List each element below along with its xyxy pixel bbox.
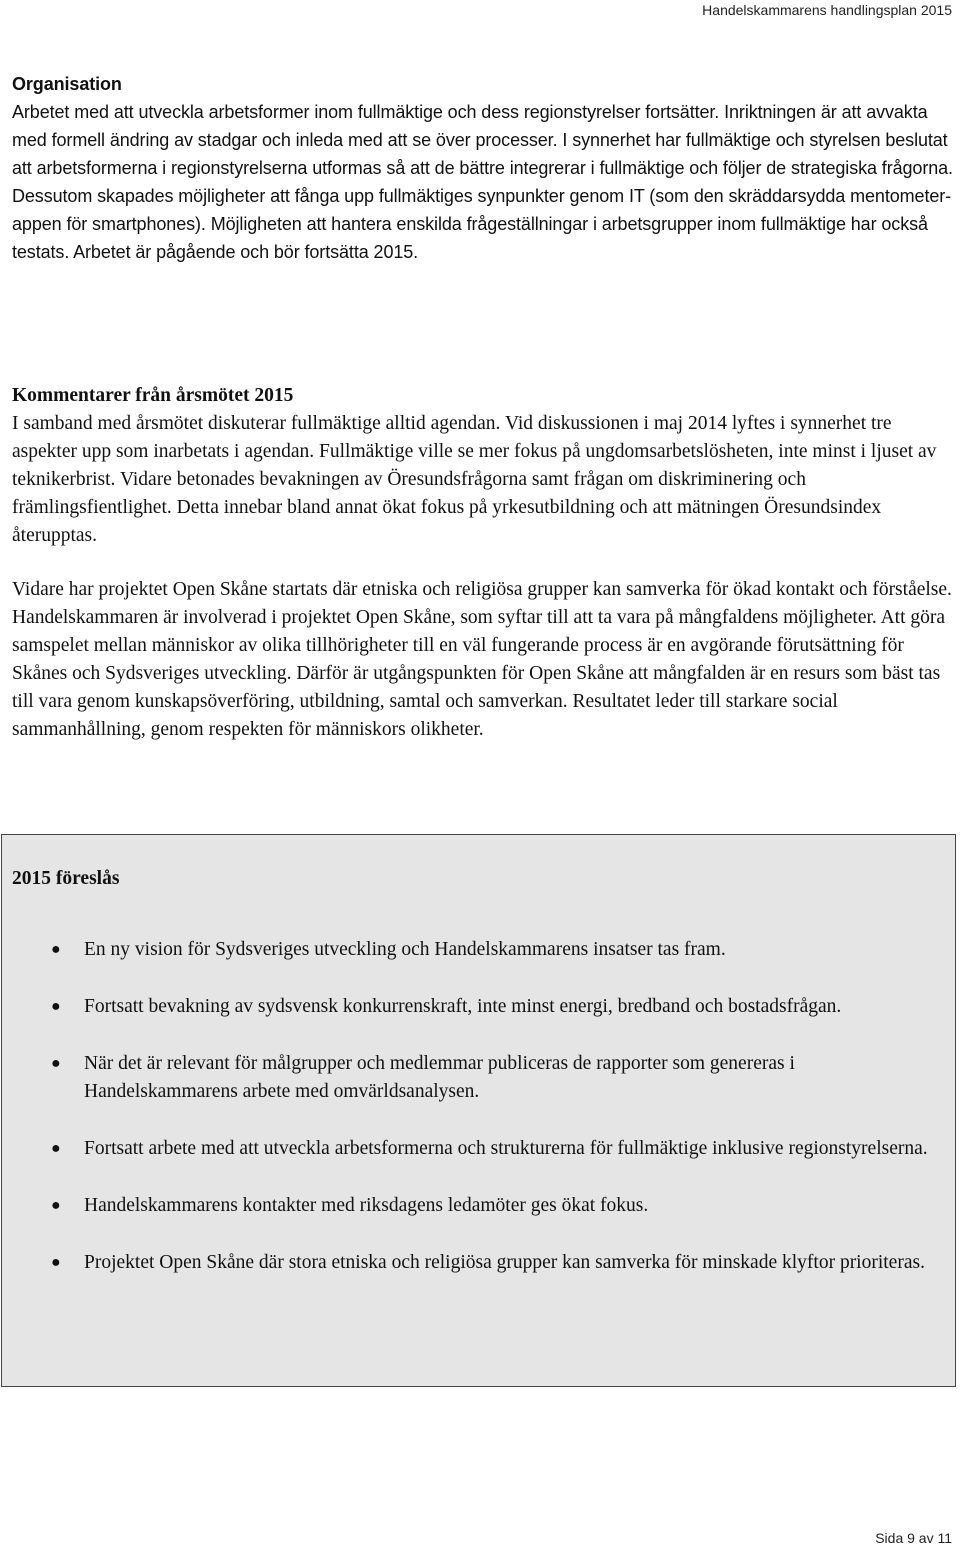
list-item [2,1192,942,1220]
list-item [2,936,942,964]
section-kommentarer [12,382,956,550]
proposal-title: 2015 föreslås [12,868,120,889]
bullet-icon: ● [51,998,61,1015]
proposal-box [1,834,956,1387]
bullet-icon: ● [51,1140,61,1157]
list-item-text: Projektet Open Skåne där stora etniska och religiösa grupper kan samverka för minskade klyftor prioriteras. [84,1252,925,1273]
paragraph: Arbetet med att utveckla arbetsformer inom fullmäktige och dess regionstyrelser fortsätter. Inriktningen är att avvakta med formell ändring av stadgar och inleda med att se över processer. I synnerhet har fullmäktige och styrelsen beslutat att arbetsformerna i regionstyrelserna utformas så att de bättre integrerar i fullmäktige och följer de strategiska frågorna. Dessutom skapades möjligheter att fånga upp fullmäktiges synpunkter genom IT (som den skräddarsydda mentometer-appen för smartphones). Möjligheten att hantera enskilda frågeställningar i arbetsgrupper inom fullmäktige har också testats. Arbetet är pågående och bör fortsätta 2015. [12,102,953,262]
bullet-icon: ● [51,1055,61,1072]
proposal-list [2,936,942,1306]
bullet-icon: ● [51,1254,61,1271]
page-number: Sida 9 av 11 [875,1530,952,1546]
list-item-text: En ny vision för Sydsveriges utveckling och Handelskammarens insatser tas fram. [84,939,726,960]
paragraph: Vidare har projektet Open Skåne startats där etniska och religiösa grupper kan samverka för ökad kontakt och förståelse. Handelskammaren är involverad i projektet Open Skåne, som syftar till att ta vara på mångfaldens möjligheter. Att göra samspelet mellan människor av olika tillhörigheter till en väl fungerande process är en avgörande förutsättning för Skånes och Sydsveriges utveckling. Därför är utgångspunkten för Open Skåne att mångfalden är en resurs som bäst tas till vara genom kunskapsöverföring, utbildning, samtal och samverkan. Resultatet leder till starkare social sammanhållning, genom respekten för människors olikheter. [12,579,952,740]
list-item [2,1249,942,1277]
section-heading: Organisation [12,74,122,94]
section-organisation [12,70,956,266]
list-item [2,1135,942,1163]
paragraph: I samband med årsmötet diskuterar fullmäktige alltid agendan. Vid diskussionen i maj 2014 lyftes i synnerhet tre aspekter upp som inarbetats i agendan. Fullmäktige ville se mer fokus på ungdomsarbetslösheten, inte minst i ljuset av teknikerbrist. Vidare betonades bevakningen av Öresundsfrågorna samt frågan om diskriminering och främlingsfientlighet. Detta innebar bland annat ökat fokus på yrkesutbildning och att mätningen Öresundsindex återupptas. [12,413,937,546]
list-item [2,993,942,1021]
list-item-text: När det är relevant för målgrupper och medlemmar publiceras de rapporter som genereras i Handelskammarens arbete med omvärldsanalysen. [84,1053,795,1102]
section-heading: Kommentarer från årsmötet 2015 [12,385,294,406]
running-header: Handelskammarens handlingsplan 2015 [702,2,952,18]
bullet-icon: ● [51,1197,61,1214]
list-item-text: Fortsatt arbete med att utveckla arbetsformerna och strukturerna för fullmäktige inklusive regionstyrelserna. [84,1138,928,1159]
section-open-skane [12,576,956,744]
bullet-icon: ● [51,941,61,958]
list-item-text: Fortsatt bevakning av sydsvensk konkurrenskraft, inte minst energi, bredband och bostadsfrågan. [84,996,842,1017]
list-item [2,1050,942,1106]
list-item-text: Handelskammarens kontakter med riksdagens ledamöter ges ökat fokus. [84,1195,649,1216]
